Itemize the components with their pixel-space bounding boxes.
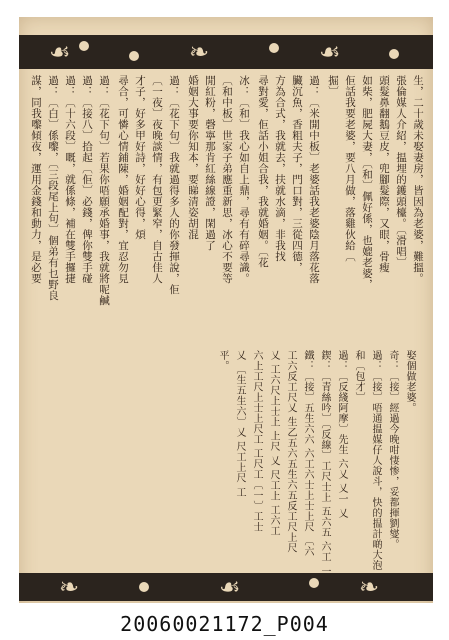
dot-ornament-icon [139,582,149,592]
text-column: 乂 工六尺上士上 上尺 乂 尺工上 工六工 [268,350,279,537]
text-column: 尋對愛，佢話小姐合我，我就婚姻。〔花 [257,75,269,268]
swirl-ornament-icon: ❧ [359,573,380,601]
swirl-ornament-icon: ☙ [49,38,71,66]
text-column: 鍥：〔青絲吟〕〔反線〕工尺士上 五六五 六工 一 [319,350,330,577]
swirl-ornament-icon: ☙ [219,573,241,601]
text-column: 工六反工尺乂 生乙五六五生六五反工尺上尺 [285,350,296,554]
archive-id-label: 20060021172_P004 [120,612,329,636]
text-column: 平。 [217,350,228,371]
dot-ornament-icon [79,41,89,51]
top-decorative-band [19,35,433,69]
text-column: 張倫媒人介紹，揾埋的鑊頭檯。〔滑唱〕 [395,75,407,268]
text-column: 佢話我要老婆，要八月做，落雞伙給〔 [344,75,356,262]
dot-ornament-icon [309,578,319,588]
dot-ornament-icon [389,49,399,59]
text-column: 掘〕 [327,75,339,97]
text-column: 臟沉魚，香粗夫子，門口對，三從四德， [291,75,303,273]
dot-ornament-icon [269,43,279,53]
swirl-ornament-icon: ❧ [189,38,210,66]
text-column: 婚姻大事要你知本，要睇清姿胡混 [187,75,199,240]
text-column: 過：〔反綫阿摩〕先生 六乂 乂一 乂 [336,350,347,519]
dot-ornament-icon [129,51,139,61]
text-column: 冰：〔和〕我心如自上鼎，尋有有碎尋識。 [238,75,250,284]
text-column: 如柴，肥屍大妻，〔和〕佩好係，也媲老婆， [361,75,373,290]
text-column: 娶個做老婆。 [404,350,415,413]
bottom-decorative-band [19,573,433,601]
swirl-ornament-icon: ☙ [319,38,341,66]
text-column: 生，二十歲未娶妻房，皆因為老婆，難搵。 [412,75,424,284]
text-column: 鐵：〔接〕五生六六 六工六士上士上尺 〔六 [302,350,313,557]
swirl-ornament-icon: ❧ [59,573,80,601]
text-column: 過：〔花下句〕我就過得多人的你發揮說，佢 [168,75,180,295]
text-column: 過：〔米開中板〕老婆話我老婆陰月落花落 [308,75,320,284]
text-column: 〔一夜〕夜晚談情，有包更緊窄，自古佳人 [151,75,163,284]
text-column: 方為合式，我就去，扶就水滴，非我找 [274,75,286,262]
text-column: 謀，同我嚟傾夜，運用金錢和動力，是必要 [30,75,42,284]
text-column: 過：〔花下句〕若果你唔願承婚事，我就將呢鹹 [98,75,110,306]
text-column: 和〔包才〕 [353,350,364,403]
text-column: 六上工尺上士上尺工 工尺工〔一〕工士 [251,350,262,533]
text-column: 過：〔接〕唔通揾媒仔人說斗，快的揾計啲大泡 [370,350,381,571]
text-column: 過：〔十六段〕嘅，就係條，補在雙手攞捷 [64,75,76,284]
text-column: 過：〔接八〕拾起〔佢〕必錢，俾你雙手碰 [81,75,93,284]
text-column: 才子，好多甲好詩，好好心得，煩 [134,75,146,240]
text-column: 頭髮鼻翻鵝豆皮，兜腳髮際，又眼，骨瘦 [378,75,390,273]
text-column: 奇：〔接〕經過今晚咁悽惨，妥都揮劉燮。 [387,350,398,550]
text-column: 尋合，可憐心情鋪陳，婚姻配對，宜忍勿見 [117,75,129,284]
text-column: 乂 〔生五生六〕乂 尺工上尺 工 [234,350,245,498]
text-column: 閒紅粉，磬寧那肯紅絲線證，閑過了 [204,75,216,251]
text-column: 〔和中板〕世家子弟應重新思，冰心不要等 [221,75,233,284]
text-column: 過：〔白〕係嚟，〔三段尾上句〕個弟有乜野良 [47,75,59,301]
